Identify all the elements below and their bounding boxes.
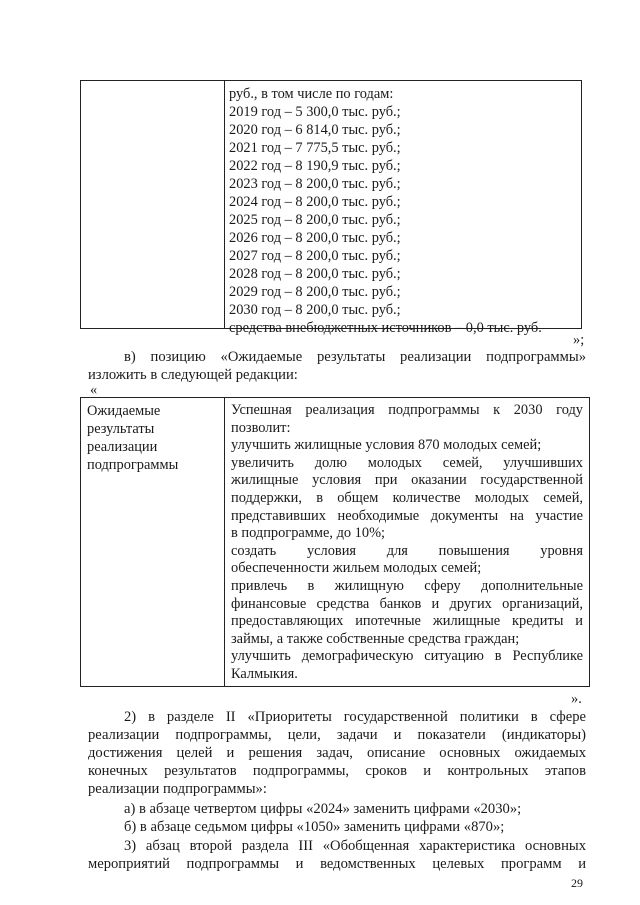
results-line: обеспеченности жильем молодых семей; xyxy=(231,560,482,577)
results-line: позволит: xyxy=(231,419,291,436)
results-line: улучшить демографическую ситуацию в Республике xyxy=(231,648,583,665)
results-line: улучшить жилищные условия 870 молодых семей; xyxy=(231,437,542,454)
funding-line: средства внебюджетных источников – 0,0 тыс. руб. xyxy=(229,320,542,336)
results-line: Калмыкия. xyxy=(231,665,298,682)
paragraph-2-line: реализации подпрограммы»: xyxy=(88,781,267,797)
results-label-line: Ожидаемые xyxy=(87,403,161,419)
table-column-divider xyxy=(224,81,225,328)
funding-line: 2029 год – 8 200,0 тыс. руб.; xyxy=(229,284,401,300)
funding-line: 2022 год – 8 190,9 тыс. руб.; xyxy=(229,158,401,174)
results-line: увеличить долю молодых семей, улучшивших xyxy=(231,454,583,471)
paragraph-2-line: конечных результатов подпрограммы, сроков и контрольных этапов xyxy=(88,763,586,779)
paragraph-2-line: достижения целей и решения задач, описание основных ожидаемых xyxy=(88,745,586,761)
results-line: предоставляющих ипотечные жилищные кредиты и xyxy=(231,613,583,630)
table-close-quote: ». xyxy=(571,691,582,707)
paragraph-a: а) в абзаце четвертом цифры «2024» заменить цифрами «2030»; xyxy=(124,801,522,817)
funding-cell xyxy=(229,85,579,337)
paragraph-2-line: реализации подпрограммы, цели, задачи и показатели (индикаторы) xyxy=(88,727,586,743)
page-number: 29 xyxy=(571,876,583,890)
funding-line: 2030 год – 8 200,0 тыс. руб.; xyxy=(229,302,401,318)
funding-line: 2020 год – 6 814,0 тыс. руб.; xyxy=(229,122,401,138)
results-line: поддержки, в общем количестве молодых семей, xyxy=(231,489,583,506)
results-line: привлечь в жилищную сферу дополнительные xyxy=(231,577,583,594)
results-label-cell xyxy=(87,402,219,474)
results-label-line: реализации xyxy=(87,439,158,455)
results-content-cell xyxy=(231,402,583,684)
funding-table xyxy=(80,80,582,336)
funding-line: 2027 год – 8 200,0 тыс. руб.; xyxy=(229,248,401,264)
results-table xyxy=(80,397,590,687)
table-column-divider xyxy=(224,398,225,686)
funding-line: 2028 год – 8 200,0 тыс. руб.; xyxy=(229,266,401,282)
paragraph-3-line1: 3) абзац второй раздела III «Обобщенная характеристика основных xyxy=(124,838,586,854)
results-line: создать условия для повышения уровня xyxy=(231,542,583,559)
table-close-quote: »; xyxy=(573,332,585,348)
results-label-line: подпрограммы xyxy=(87,457,179,473)
results-line: займы, а также собственные средства граждан; xyxy=(231,630,520,647)
paragraph-2-line: 2) в разделе II «Приоритеты государственной политики в сфере xyxy=(124,709,586,725)
results-label-line: результаты xyxy=(87,421,155,437)
funding-line: 2021 год – 7 775,5 тыс. руб.; xyxy=(229,140,401,156)
results-line: финансовые средства банков и других организаций, xyxy=(231,595,583,612)
funding-line: 2019 год – 5 300,0 тыс. руб.; xyxy=(229,104,401,120)
paragraph-v-line2: изложить в следующей редакции: xyxy=(88,367,298,383)
funding-line: 2024 год – 8 200,0 тыс. руб.; xyxy=(229,194,401,210)
results-line: жилищные условия при оказании государственной xyxy=(231,472,583,489)
paragraph-b: б) в абзаце седьмом цифры «1050» заменить цифрами «870»; xyxy=(124,819,505,835)
funding-line: 2026 год – 8 200,0 тыс. руб.; xyxy=(229,230,401,246)
funding-line: руб., в том числе по годам: xyxy=(229,86,394,102)
results-line: Успешная реализация подпрограммы к 2030 году xyxy=(231,402,583,418)
paragraph-v-line1: в) позицию «Ожидаемые результаты реализации подпрограммы» xyxy=(124,349,586,365)
funding-line: 2025 год – 8 200,0 тыс. руб.; xyxy=(229,212,401,228)
open-quote: « xyxy=(90,382,98,398)
results-line: в подпрограмме, до 10%; xyxy=(231,525,386,542)
results-line: представивших необходимые документы на участие xyxy=(231,507,583,524)
paragraph-3-line2: мероприятий подпрограммы и ведомственных целевых программ и xyxy=(88,856,586,872)
funding-line: 2023 год – 8 200,0 тыс. руб.; xyxy=(229,176,401,192)
